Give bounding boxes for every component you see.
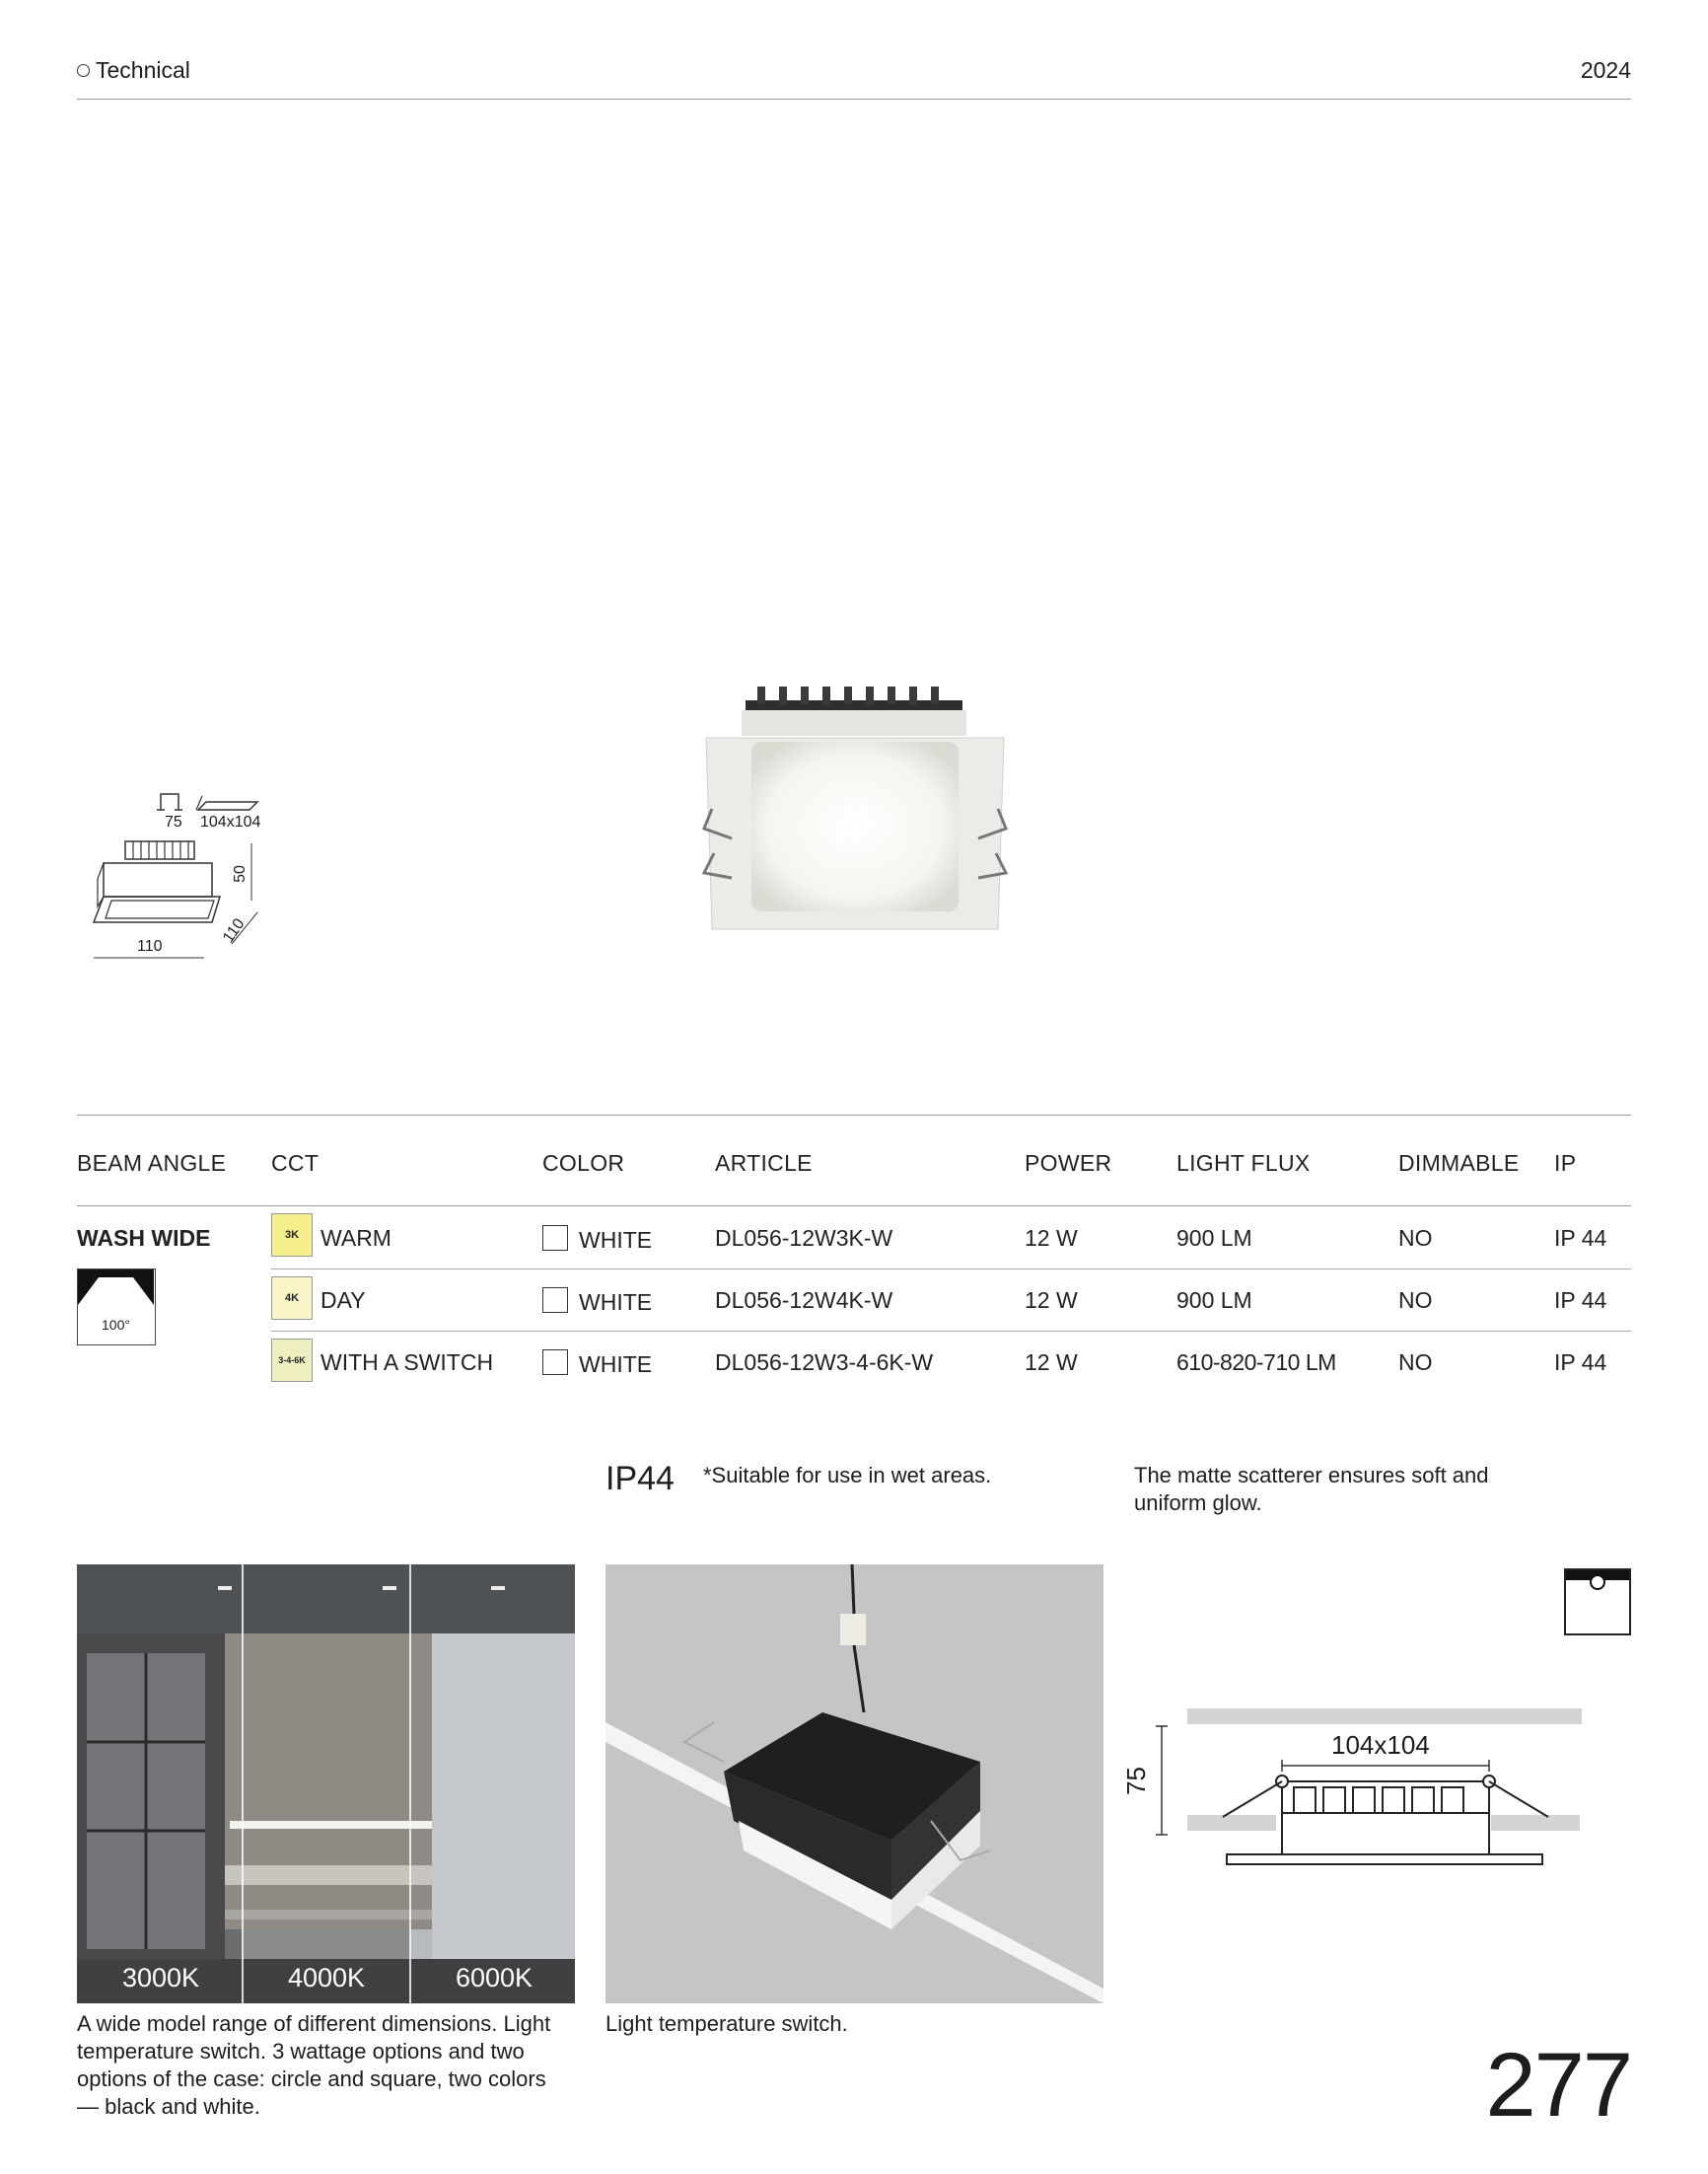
color-swatch: [542, 1287, 568, 1313]
dimmable: NO: [1398, 1225, 1433, 1251]
cct-badge-day: 4K: [271, 1276, 313, 1320]
power: 12 W: [1025, 1225, 1078, 1251]
circle-icon: [77, 64, 90, 77]
article: DL056-12W3-4-6K-W: [715, 1349, 934, 1375]
dimmable: NO: [1398, 1287, 1433, 1313]
light-flux: 610-820-710 LM: [1176, 1349, 1336, 1375]
recessed-mount-icon: [1564, 1568, 1631, 1635]
cct-badge-warm: 3K: [271, 1213, 313, 1257]
header-light-flux: LIGHT FLUX: [1176, 1150, 1311, 1176]
installation-diagram: [1120, 1697, 1598, 1894]
switch-photo: [605, 1564, 1103, 2003]
bathroom-photo: [77, 1564, 575, 2003]
product-image: [702, 681, 1008, 937]
color-name: WHITE: [579, 1351, 653, 1377]
temp-label-4000k: 4000K: [287, 1963, 366, 1993]
temp-label-6000k: 6000K: [455, 1963, 534, 1993]
header-beam-angle: BEAM ANGLE: [77, 1150, 227, 1176]
header-ip: IP: [1554, 1150, 1577, 1176]
dimension-length: 110: [220, 915, 249, 947]
light-flux: 900 LM: [1176, 1225, 1252, 1251]
dimmable: NO: [1398, 1349, 1433, 1375]
dimensions-drawing: [84, 784, 281, 962]
header-cct: CCT: [271, 1150, 320, 1176]
table-header-divider: [77, 1205, 1631, 1206]
header-divider: [77, 99, 1631, 100]
photo1-caption: A wide model range of different dimensions. Light temperature switch. 3 wattage options and two options of the case: circle and square, two colors — black and white.: [77, 2011, 551, 2119]
cct-name: DAY: [320, 1287, 366, 1313]
cct-name: WARM: [320, 1225, 391, 1251]
color-name: WHITE: [579, 1289, 653, 1315]
header-power: POWER: [1025, 1150, 1112, 1176]
color-name: WHITE: [579, 1227, 653, 1253]
temp-label-3000k: 3000K: [121, 1963, 200, 1993]
ip: IP 44: [1554, 1225, 1607, 1251]
header-dimmable: DIMMABLE: [1398, 1150, 1520, 1176]
header-article: ARTICLE: [715, 1150, 813, 1176]
install-height-label: 75: [1120, 1767, 1151, 1795]
beam-angle-icon: [77, 1268, 156, 1345]
install-cutout-label: 104x104: [1331, 1730, 1430, 1760]
dimension-height: 75: [165, 814, 182, 831]
dimension-cutout: 104x104: [200, 814, 261, 831]
light-flux: 900 LM: [1176, 1287, 1252, 1313]
scatter-note: The matte scatterer ensures soft and uniform glow.: [1134, 1463, 1489, 1515]
cct-name: WITH A SWITCH: [320, 1349, 494, 1375]
color-swatch: [542, 1349, 568, 1375]
ip: IP 44: [1554, 1349, 1607, 1375]
row-divider: [271, 1268, 1631, 1269]
table-top-divider: [77, 1115, 1631, 1116]
article: DL056-12W3K-W: [715, 1225, 893, 1251]
section-title: Technical: [96, 57, 190, 83]
cct-badge-switch: 3-4-6K: [271, 1339, 313, 1382]
ip-note: *Suitable for use in wet areas.: [703, 1463, 992, 1487]
color-swatch: [542, 1225, 568, 1251]
photo2-caption: Light temperature switch.: [605, 2011, 848, 2036]
ip: IP 44: [1554, 1287, 1607, 1313]
section-label: [77, 57, 190, 84]
beam-angle-value: 100°: [102, 1317, 130, 1333]
article: DL056-12W4K-W: [715, 1287, 893, 1313]
header-color: COLOR: [542, 1150, 625, 1176]
dimension-depth: 50: [231, 865, 249, 883]
page-number: 277: [1485, 2035, 1631, 2136]
dimension-width: 110: [137, 938, 163, 955]
power: 12 W: [1025, 1349, 1078, 1375]
year: 2024: [1580, 57, 1631, 83]
row-divider: [271, 1331, 1631, 1332]
beam-label: WASH WIDE: [77, 1225, 211, 1251]
power: 12 W: [1025, 1287, 1078, 1313]
ip-rating: IP44: [605, 1460, 675, 1497]
